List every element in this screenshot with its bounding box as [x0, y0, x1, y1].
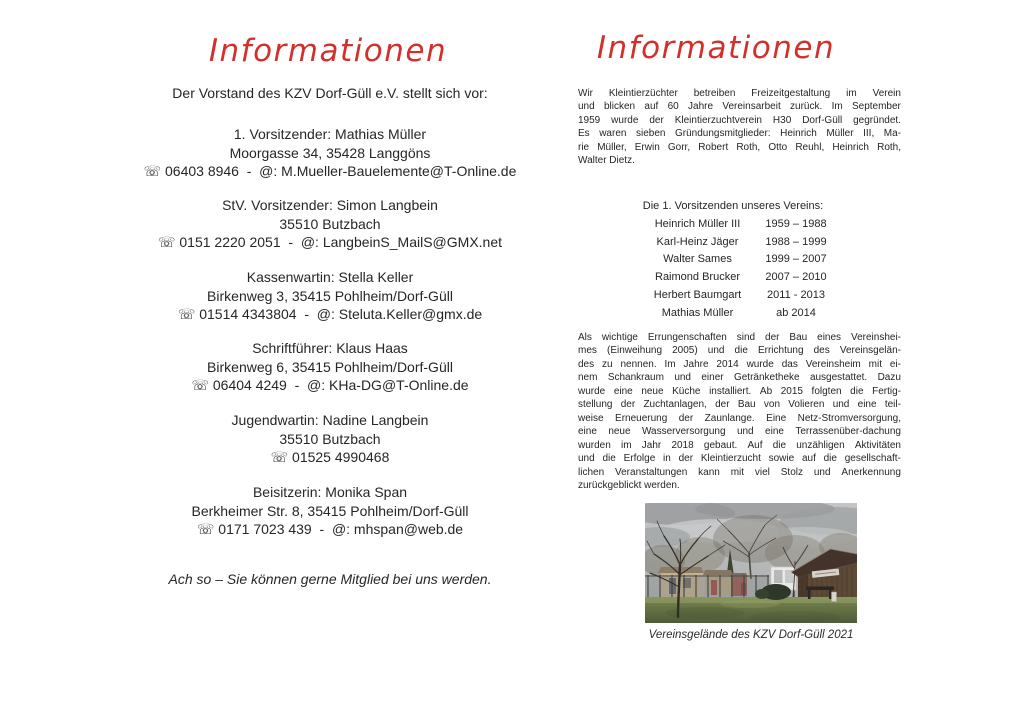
- paragraph-line: [578, 425, 901, 438]
- paragraph-line: [578, 331, 901, 344]
- word: Müller: [826, 128, 854, 140]
- word: H30: [772, 114, 792, 126]
- word: nem: [578, 372, 598, 384]
- word: auf: [644, 101, 659, 113]
- word: zurück.: [790, 101, 823, 113]
- paragraph-line: [578, 344, 901, 357]
- chairmen-table: [635, 216, 832, 322]
- word: die: [602, 453, 616, 465]
- word: und: [674, 372, 691, 384]
- member-block: [108, 268, 552, 325]
- member-role: Schriftführer: Klaus Haas: [252, 340, 408, 356]
- word: Otto: [768, 141, 788, 153]
- word: Bau: [789, 332, 808, 343]
- word: und: [736, 426, 754, 438]
- paragraph-line: Walter Dietz.: [578, 155, 635, 167]
- paragraph-line: [578, 127, 901, 140]
- word: III,: [863, 128, 875, 140]
- word: der: [765, 332, 780, 343]
- member-address: 35510 Butzbach: [279, 430, 381, 447]
- word: im: [846, 88, 857, 99]
- chairman-years: 1988 – 1999: [765, 235, 827, 248]
- paragraph-line: zurückgeblickt werden.: [578, 479, 680, 491]
- word: Wir: [578, 88, 593, 99]
- member-role: 1. Vorsitzender: Mathias Müller: [233, 126, 427, 142]
- word: Terrassenüber-dachung: [795, 426, 901, 438]
- achievements-paragraph: [578, 331, 901, 492]
- chairman-name: Mathias Müller: [661, 306, 734, 319]
- member-address: Birkenweg 6, 35415 Pohlheim/Dorf-Güll: [207, 358, 453, 375]
- word: waren: [599, 128, 627, 140]
- paragraph-line: [578, 398, 901, 411]
- word: wurde: [611, 114, 639, 126]
- word: und: [707, 345, 725, 357]
- paragraph-line: [578, 412, 901, 425]
- word: neue: [608, 426, 631, 438]
- word: Vereinsheim: [805, 358, 861, 370]
- chairman-years: 1959 – 1988: [765, 218, 827, 230]
- word: Ma-: [883, 128, 901, 140]
- member-address: Moorgasse 34, 35428 Langgöns: [229, 144, 431, 161]
- history-paragraph: [578, 87, 901, 168]
- word: Schankraum: [607, 372, 664, 384]
- word: Vereinshei-: [850, 332, 901, 343]
- word: Erfolge: [623, 453, 656, 465]
- word: sowie: [768, 453, 795, 465]
- member-block: [108, 125, 552, 182]
- word: und: [578, 101, 595, 113]
- member-address: Birkenweg 3, 35415 Pohlheim/Dorf-Güll: [207, 287, 453, 304]
- word: 2005): [672, 345, 698, 357]
- word: das: [781, 358, 798, 370]
- member-contact: ☏ 0151 2220 2051 - @: LangbeinS_MailS@GMX.net: [157, 234, 503, 252]
- member-block: [108, 483, 552, 540]
- paragraph-line: [578, 439, 901, 452]
- word: Reuhl,: [795, 141, 825, 153]
- word: Küche: [672, 385, 701, 397]
- word: wurden: [578, 439, 611, 451]
- member-address: Berkheimer Str. 8, 35415 Pohlheim/Dorf-Güll: [191, 502, 469, 519]
- word: wurde: [578, 385, 606, 397]
- word: die: [772, 439, 787, 451]
- word: Anerkennung: [841, 466, 901, 478]
- word: wurde: [746, 358, 774, 370]
- word: Gründungsmitglieder:: [674, 128, 771, 140]
- word: mit: [730, 466, 745, 478]
- word: Müller,: [597, 141, 627, 153]
- word: Stolz: [780, 466, 803, 478]
- word: 2015: [780, 385, 803, 397]
- word: Erwin: [634, 141, 660, 153]
- word: gesellschaft-: [844, 453, 901, 465]
- chairman-name: Raimond Brucker: [655, 271, 740, 284]
- word: weise: [578, 412, 604, 424]
- word: Zaunlange.: [704, 412, 755, 424]
- intro-line: Der Vorstand des KZV Dorf-Güll e.V. stellt sich vor:: [172, 85, 488, 101]
- member-role: Kassenwartin: Stella Keller: [246, 269, 414, 285]
- word: der: [620, 399, 636, 411]
- word: 1959: [578, 114, 601, 126]
- word: Im: [831, 101, 843, 113]
- word: Erneuerung: [615, 412, 668, 424]
- word: Getränketheke: [733, 372, 800, 384]
- closing-line: Ach so – Sie können gerne Mitglied bei uns werden.: [168, 571, 492, 587]
- word: Jahr: [641, 439, 662, 451]
- word: Dorf-Güll: [802, 114, 843, 126]
- member-block: [108, 339, 552, 396]
- word: Als: [578, 332, 592, 343]
- phone-icon: ☏: [270, 450, 289, 467]
- word: mit: [868, 358, 882, 370]
- word: ausgestattet.: [809, 372, 868, 384]
- word: im: [621, 439, 632, 451]
- phone-icon: ☏: [177, 307, 196, 324]
- word: eines: [817, 332, 842, 343]
- paragraph-line: [578, 87, 901, 100]
- phone-icon: ☏: [191, 378, 209, 395]
- word: sind: [736, 332, 756, 343]
- paragraph-line: [578, 358, 901, 371]
- paragraph-line: [578, 114, 901, 127]
- member-role: Jugendwartin: Nadine Langbein: [231, 412, 429, 428]
- word: mes: [578, 345, 597, 357]
- word: die: [734, 345, 748, 357]
- club-grounds-photo: [645, 503, 857, 623]
- word: Errungenschaften: [647, 332, 727, 343]
- word: neue: [641, 385, 664, 397]
- word: Gorr,: [667, 141, 691, 153]
- paragraph-line: [578, 385, 901, 398]
- right-page-title: Informationen: [596, 30, 836, 66]
- word: auf: [801, 453, 816, 465]
- word: Roth,: [736, 141, 761, 153]
- word: Dazu: [877, 372, 901, 384]
- chairman-name: Karl-Heinz Jäger: [656, 235, 739, 248]
- word: Roth,: [877, 141, 901, 153]
- member-contact: ☏ 01525 4990468: [270, 449, 390, 467]
- word: Aktivitäten: [854, 439, 901, 451]
- word: Heinrich: [832, 141, 869, 153]
- word: in: [663, 453, 671, 465]
- member-contact: ☏ 0171 7023 439 - @: mhspan@web.de: [196, 521, 464, 539]
- word: Ab: [759, 385, 773, 397]
- paragraph-line: [578, 141, 901, 154]
- paragraph-line: [578, 100, 901, 113]
- word: eine: [765, 426, 784, 438]
- chairman-years: 2007 – 2010: [765, 271, 827, 284]
- word: des: [813, 345, 830, 357]
- word: Heinrich: [780, 128, 817, 140]
- word: die: [850, 385, 864, 397]
- word: gebaut.: [703, 439, 738, 451]
- word: Jahre: [683, 358, 709, 370]
- word: Es: [578, 128, 590, 140]
- chairmen-heading: Die 1. Vorsitzenden unseres Vereins:: [642, 200, 824, 212]
- paragraph-line: [578, 371, 901, 384]
- word: eine: [578, 426, 597, 438]
- phone-icon: ☏: [157, 235, 176, 252]
- member-block: [108, 411, 552, 468]
- word: rie: [578, 141, 590, 153]
- word: Kleintierzucht: [700, 453, 761, 465]
- left-page-title: Informationen: [208, 33, 448, 69]
- member-block: [108, 196, 552, 253]
- word: Netz-Stromversorgung,: [797, 412, 901, 424]
- word: viel: [754, 466, 770, 478]
- word: Kleintierzüchter: [608, 88, 678, 99]
- word: eine: [857, 399, 877, 411]
- word: und: [813, 466, 831, 478]
- word: Verein: [872, 88, 901, 99]
- word: Vereinsgelän-: [839, 345, 901, 357]
- chairman-years: 1999 – 2007: [765, 253, 827, 266]
- word: die: [823, 453, 837, 465]
- word: 2014: [716, 358, 739, 370]
- word: Auf: [747, 439, 763, 451]
- chairman-name: Walter Sames: [663, 253, 732, 266]
- paragraph-line: [578, 452, 901, 465]
- word: sieben: [635, 128, 666, 140]
- member-role: Beisitzerin: Monika Span: [252, 484, 408, 500]
- word: (Einweihung: [606, 345, 663, 357]
- word: nennen.: [620, 358, 657, 370]
- member-contact: ☏ 06404 4249 - @: KHa-DG@T-Online.de: [191, 377, 469, 395]
- word: Im: [664, 358, 676, 370]
- word: stellung: [578, 399, 613, 411]
- word: zu: [602, 358, 613, 370]
- word: und: [578, 453, 595, 465]
- word: Robert: [698, 141, 729, 153]
- word: der: [678, 412, 694, 424]
- word: gegründet.: [853, 114, 901, 126]
- word: 60: [667, 101, 679, 113]
- paragraph-line: [578, 466, 901, 479]
- photo-caption: Vereinsgelände des KZV Dorf-Güll 2021: [648, 629, 854, 641]
- word: der: [649, 114, 664, 126]
- word: Bau: [737, 399, 756, 411]
- word: Wasserversorgung: [641, 426, 726, 438]
- word: Vereinsarbeit: [722, 101, 781, 113]
- word: Volieren: [788, 399, 825, 411]
- word: einer: [701, 372, 724, 384]
- word: eine: [613, 385, 633, 397]
- chairman-name: Herbert Baumgart: [653, 288, 742, 301]
- chairman-years: ab 2014: [776, 306, 816, 319]
- word: ei-: [889, 358, 901, 370]
- member-contact: ☏ 01514 4343804 - @: Steluta.Keller@gmx.de: [177, 306, 483, 324]
- word: unzähligen: [796, 439, 845, 451]
- phone-icon: ☏: [143, 164, 162, 181]
- word: des: [578, 358, 595, 370]
- member-address: 35510 Butzbach: [279, 215, 381, 232]
- word: 2018: [671, 439, 694, 451]
- word: Zuchtanlagen,: [643, 399, 707, 411]
- word: von: [763, 399, 781, 411]
- word: betreiben: [693, 88, 736, 99]
- word: folgten: [811, 385, 842, 397]
- word: Jahre: [688, 101, 714, 113]
- word: teil-: [884, 399, 901, 411]
- word: der: [715, 399, 730, 411]
- word: Errichtung: [757, 345, 804, 357]
- chairman-name: Heinrich Müller III: [654, 218, 741, 230]
- member-role: StV. Vorsitzender: Simon Langbein: [222, 197, 438, 213]
- word: kann: [698, 466, 720, 478]
- word: wichtige: [601, 332, 638, 343]
- chairman-years: 2011 - 2013: [767, 288, 825, 301]
- word: blicken: [603, 101, 636, 113]
- word: Kleintierzuchtverein: [674, 114, 762, 126]
- word: Veranstaltungen: [615, 466, 688, 478]
- word: Freizeitgestaltung: [751, 88, 831, 99]
- word: der: [678, 453, 694, 465]
- word: Fertig-: [872, 385, 901, 397]
- word: lichen: [578, 466, 605, 478]
- word: und: [832, 399, 850, 411]
- phone-icon: ☏: [196, 522, 215, 539]
- member-contact: ☏ 06403 8946 - @: M.Mueller-Bauelemente@T-Online.de: [143, 163, 517, 181]
- word: installiert.: [709, 385, 752, 397]
- word: September: [851, 101, 901, 113]
- word: Eine: [766, 412, 787, 424]
